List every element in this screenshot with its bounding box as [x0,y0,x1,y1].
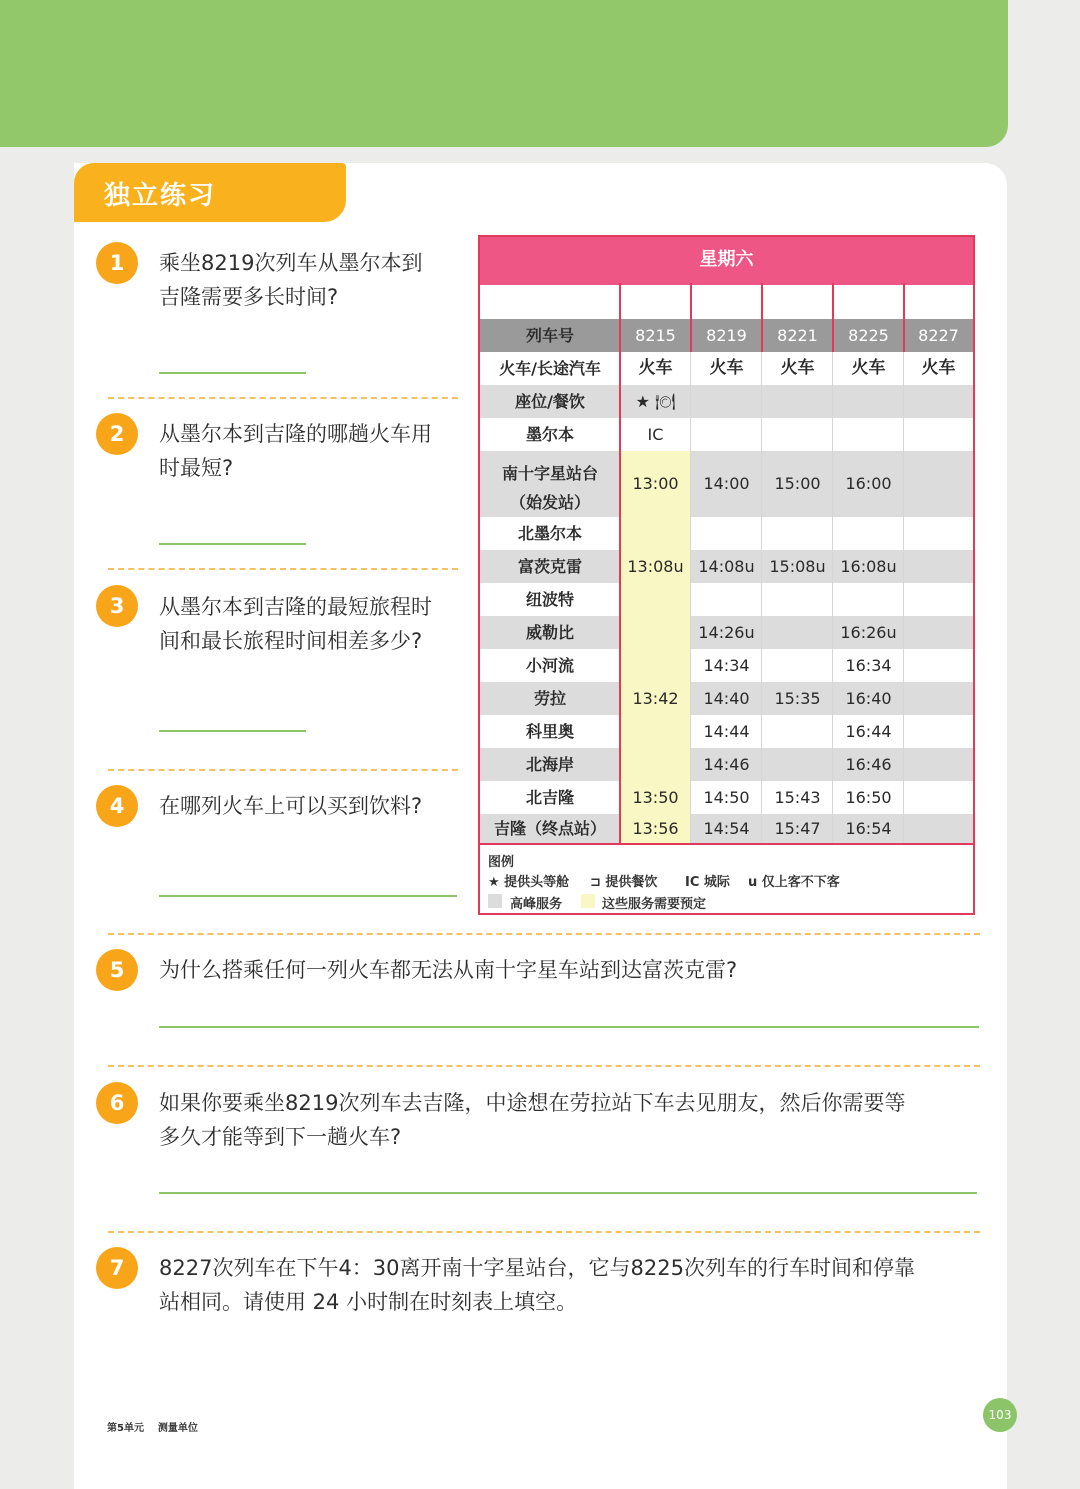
answer-line-6[interactable] [159,1192,977,1194]
train-number: 8227 [918,326,959,345]
answer-line-5[interactable] [159,1026,979,1028]
timetable-cell [691,418,762,451]
question-4-line-1: 在哪列火车上可以买到饮料? [159,794,423,818]
divider [108,1065,980,1067]
answer-line-1[interactable] [159,372,306,374]
timetable-cell [762,418,833,451]
timetable-cell [833,385,904,418]
timetable-cell [904,418,973,451]
answer-line-3[interactable] [159,730,306,732]
question-1-line-1: 乘坐8219次列车从墨尔本到 [159,251,423,275]
train-number: 8225 [848,326,889,345]
column-rule-light [832,352,833,843]
timetable-cell [762,748,833,781]
legend-peak: 高峰服务 [510,897,563,912]
timetable-cell [904,781,973,814]
timetable-cell: 13:56 [632,819,679,838]
timetable-cell: 火车 [638,358,673,378]
question-6-line-1: 如果你要乘坐8219次列车去吉隆，中途想在劳拉站下车去见朋友，然后你需要等 [159,1091,906,1115]
page-number: 103 [983,1398,1017,1432]
timetable-title: 星期六 [480,237,973,285]
column-rule [832,283,834,352]
timetable-cell [904,682,973,715]
timetable-cell [762,715,833,748]
legend-booking: 这些服务需要预定 [602,897,707,912]
timetable-cell: 16:46 [845,755,892,774]
station-label: 北吉隆 [525,788,574,807]
timetable-cell [904,748,973,781]
column-rule [903,283,905,352]
column-rule [619,283,621,843]
station-label: 墨尔本 [525,425,574,444]
timetable-cell [620,517,691,550]
column-rule [761,283,763,352]
timetable-cell [762,616,833,649]
timetable-cell: 火车 [921,358,956,378]
timetable-cell: ★ 🍽 [635,392,676,411]
timetable-cell [691,583,762,616]
timetable-cell [620,616,691,649]
section-header [74,163,346,222]
timetable-cell: 14:44 [703,722,750,741]
timetable-cell [762,517,833,550]
question-3-line-1: 从墨尔本到吉隆的最短旅程时 [159,595,432,619]
question-number-2: 2 [96,413,138,455]
timetable-cell: 火车 [780,358,815,378]
timetable-cell [620,748,691,781]
column-rule-light [903,352,904,843]
legend-grey-swatch [488,894,502,908]
column-rule-light [690,352,691,843]
question-number-5: 5 [96,949,138,991]
timetable-cell: 13:08u [627,557,684,576]
divider [108,769,458,771]
table-bottom-rule [480,843,973,845]
timetable-cell: 火车 [709,358,744,378]
timetable-cell [691,385,762,418]
question-3-text [159,590,464,658]
legend-title: 图例 [488,855,515,870]
train-number: 8219 [706,326,747,345]
footer-unit: 第5单元 [107,1423,144,1434]
top-banner [0,0,1008,147]
question-number-6: 6 [96,1082,138,1124]
timetable-cell [833,583,904,616]
section-title: 独立练习 [104,181,217,211]
timetable-cell [691,517,762,550]
timetable [478,235,975,915]
timetable-cell [762,649,833,682]
station-label: 小河流 [525,656,574,675]
timetable-cell: 16:34 [845,656,892,675]
question-number-3: 3 [96,585,138,627]
timetable-cell: 14:40 [703,689,750,708]
timetable-cell [833,418,904,451]
question-6-text [159,1086,979,1154]
divider [108,568,458,570]
divider [108,933,980,935]
timetable-cell: 14:46 [703,755,750,774]
timetable-cell: 13:50 [632,788,679,807]
timetable-cell: 14:26u [698,623,755,642]
timetable-cell [904,583,973,616]
question-3-line-2: 间和最长旅程时间相差多少? [159,629,423,653]
timetable-cell: 14:54 [703,819,750,838]
station-label: 座位/餐饮 [515,392,585,411]
station-label-line: （始发站） [509,493,590,512]
timetable-cell [620,649,691,682]
timetable-cell: 15:43 [774,788,821,807]
timetable-cell: 15:35 [774,689,821,708]
question-2-text [159,417,459,485]
timetable-cell [620,583,691,616]
question-1-text [159,246,459,314]
station-label-line: 南十字星站台 [501,464,598,483]
timetable-cell [762,583,833,616]
timetable-cell: 火车 [851,358,886,378]
timetable-cell [904,385,973,418]
station-label: 劳拉 [533,689,566,708]
footer [107,1419,198,1434]
train-number: 8221 [777,326,818,345]
question-number-1: 1 [96,242,138,284]
divider [108,397,458,399]
column-rule [690,283,692,352]
timetable-cell [833,517,904,550]
question-5-text [159,953,979,987]
station-label: 北海岸 [525,755,574,774]
question-number-7: 7 [96,1247,138,1289]
answer-line-2[interactable] [159,543,306,545]
cup-icon: ⊐ [590,875,606,890]
station-label: 纽波特 [525,590,574,609]
timetable-cell [904,517,973,550]
timetable-cell: 15:47 [774,819,821,838]
timetable-cell: 15:08u [769,557,826,576]
legend-first-class: ★ 提供头等舱 [488,875,570,890]
question-7-line-1: 8227次列车在下午4：30离开南十字星站台，它与8225次列车的行车时间和停靠 [159,1256,915,1280]
timetable-cell: 16:40 [845,689,892,708]
timetable-cell: 16:26u [840,623,897,642]
timetable-cell: IC [647,425,664,444]
station-label: 火车/长途汽车 [499,359,601,378]
timetable-cell: 16:00 [845,474,892,493]
timetable-cell [904,451,973,517]
legend-yellow-swatch [581,894,595,908]
timetable-cell: 16:50 [845,788,892,807]
timetable-cell [904,814,973,843]
station-label: 科里奥 [525,722,574,741]
question-2-line-1: 从墨尔本到吉隆的哪趟火车用 [159,422,432,446]
header-label: 列车号 [525,326,574,345]
station-label: 富茨克雷 [517,557,582,576]
timetable-cell: 14:50 [703,788,750,807]
timetable-cell [904,550,973,583]
station-label: 吉隆（终点站） [493,819,606,838]
answer-line-4[interactable] [159,895,457,897]
legend-intercity: IC 城际 [685,875,730,890]
timetable-cell [904,715,973,748]
divider [108,1231,980,1233]
legend-catering [590,871,657,890]
question-7-text [159,1251,979,1319]
train-number: 8215 [635,326,676,345]
timetable-cell [904,616,973,649]
question-6-line-2: 多久才能等到下一趟火车? [159,1125,402,1149]
question-number-4: 4 [96,785,138,827]
timetable-cell: 14:00 [703,474,750,493]
timetable-cell: 16:44 [845,722,892,741]
legend-set-down: u 仅上客不下客 [748,875,840,890]
column-rule-light [761,352,762,843]
timetable-cell: 14:34 [703,656,750,675]
station-label: 北墨尔本 [517,524,582,543]
timetable-cell [620,715,691,748]
timetable-cell: 13:42 [632,689,679,708]
timetable-cell [904,649,973,682]
question-1-line-2: 吉隆需要多长时间? [159,285,339,309]
timetable-cell: 13:00 [632,474,679,493]
question-7-line-2: 站相同。请使用 24 小时制在时刻表上填空。 [159,1290,578,1314]
station-label: 威勒比 [525,623,574,642]
timetable-cell [762,385,833,418]
timetable-cell: 14:08u [698,557,755,576]
question-2-line-2: 时最短? [159,456,234,480]
footer-topic: 测量单位 [157,1423,198,1434]
timetable-cell: 16:54 [845,819,892,838]
legend-catering-label: 提供餐饮 [605,875,658,890]
timetable-cell: 16:08u [840,557,897,576]
question-4-text [159,789,459,823]
station-label [480,459,620,517]
question-5-line-1: 为什么搭乘任何一列火车都无法从南十字星车站到达富茨克雷? [159,958,738,982]
timetable-cell: 15:00 [774,474,821,493]
